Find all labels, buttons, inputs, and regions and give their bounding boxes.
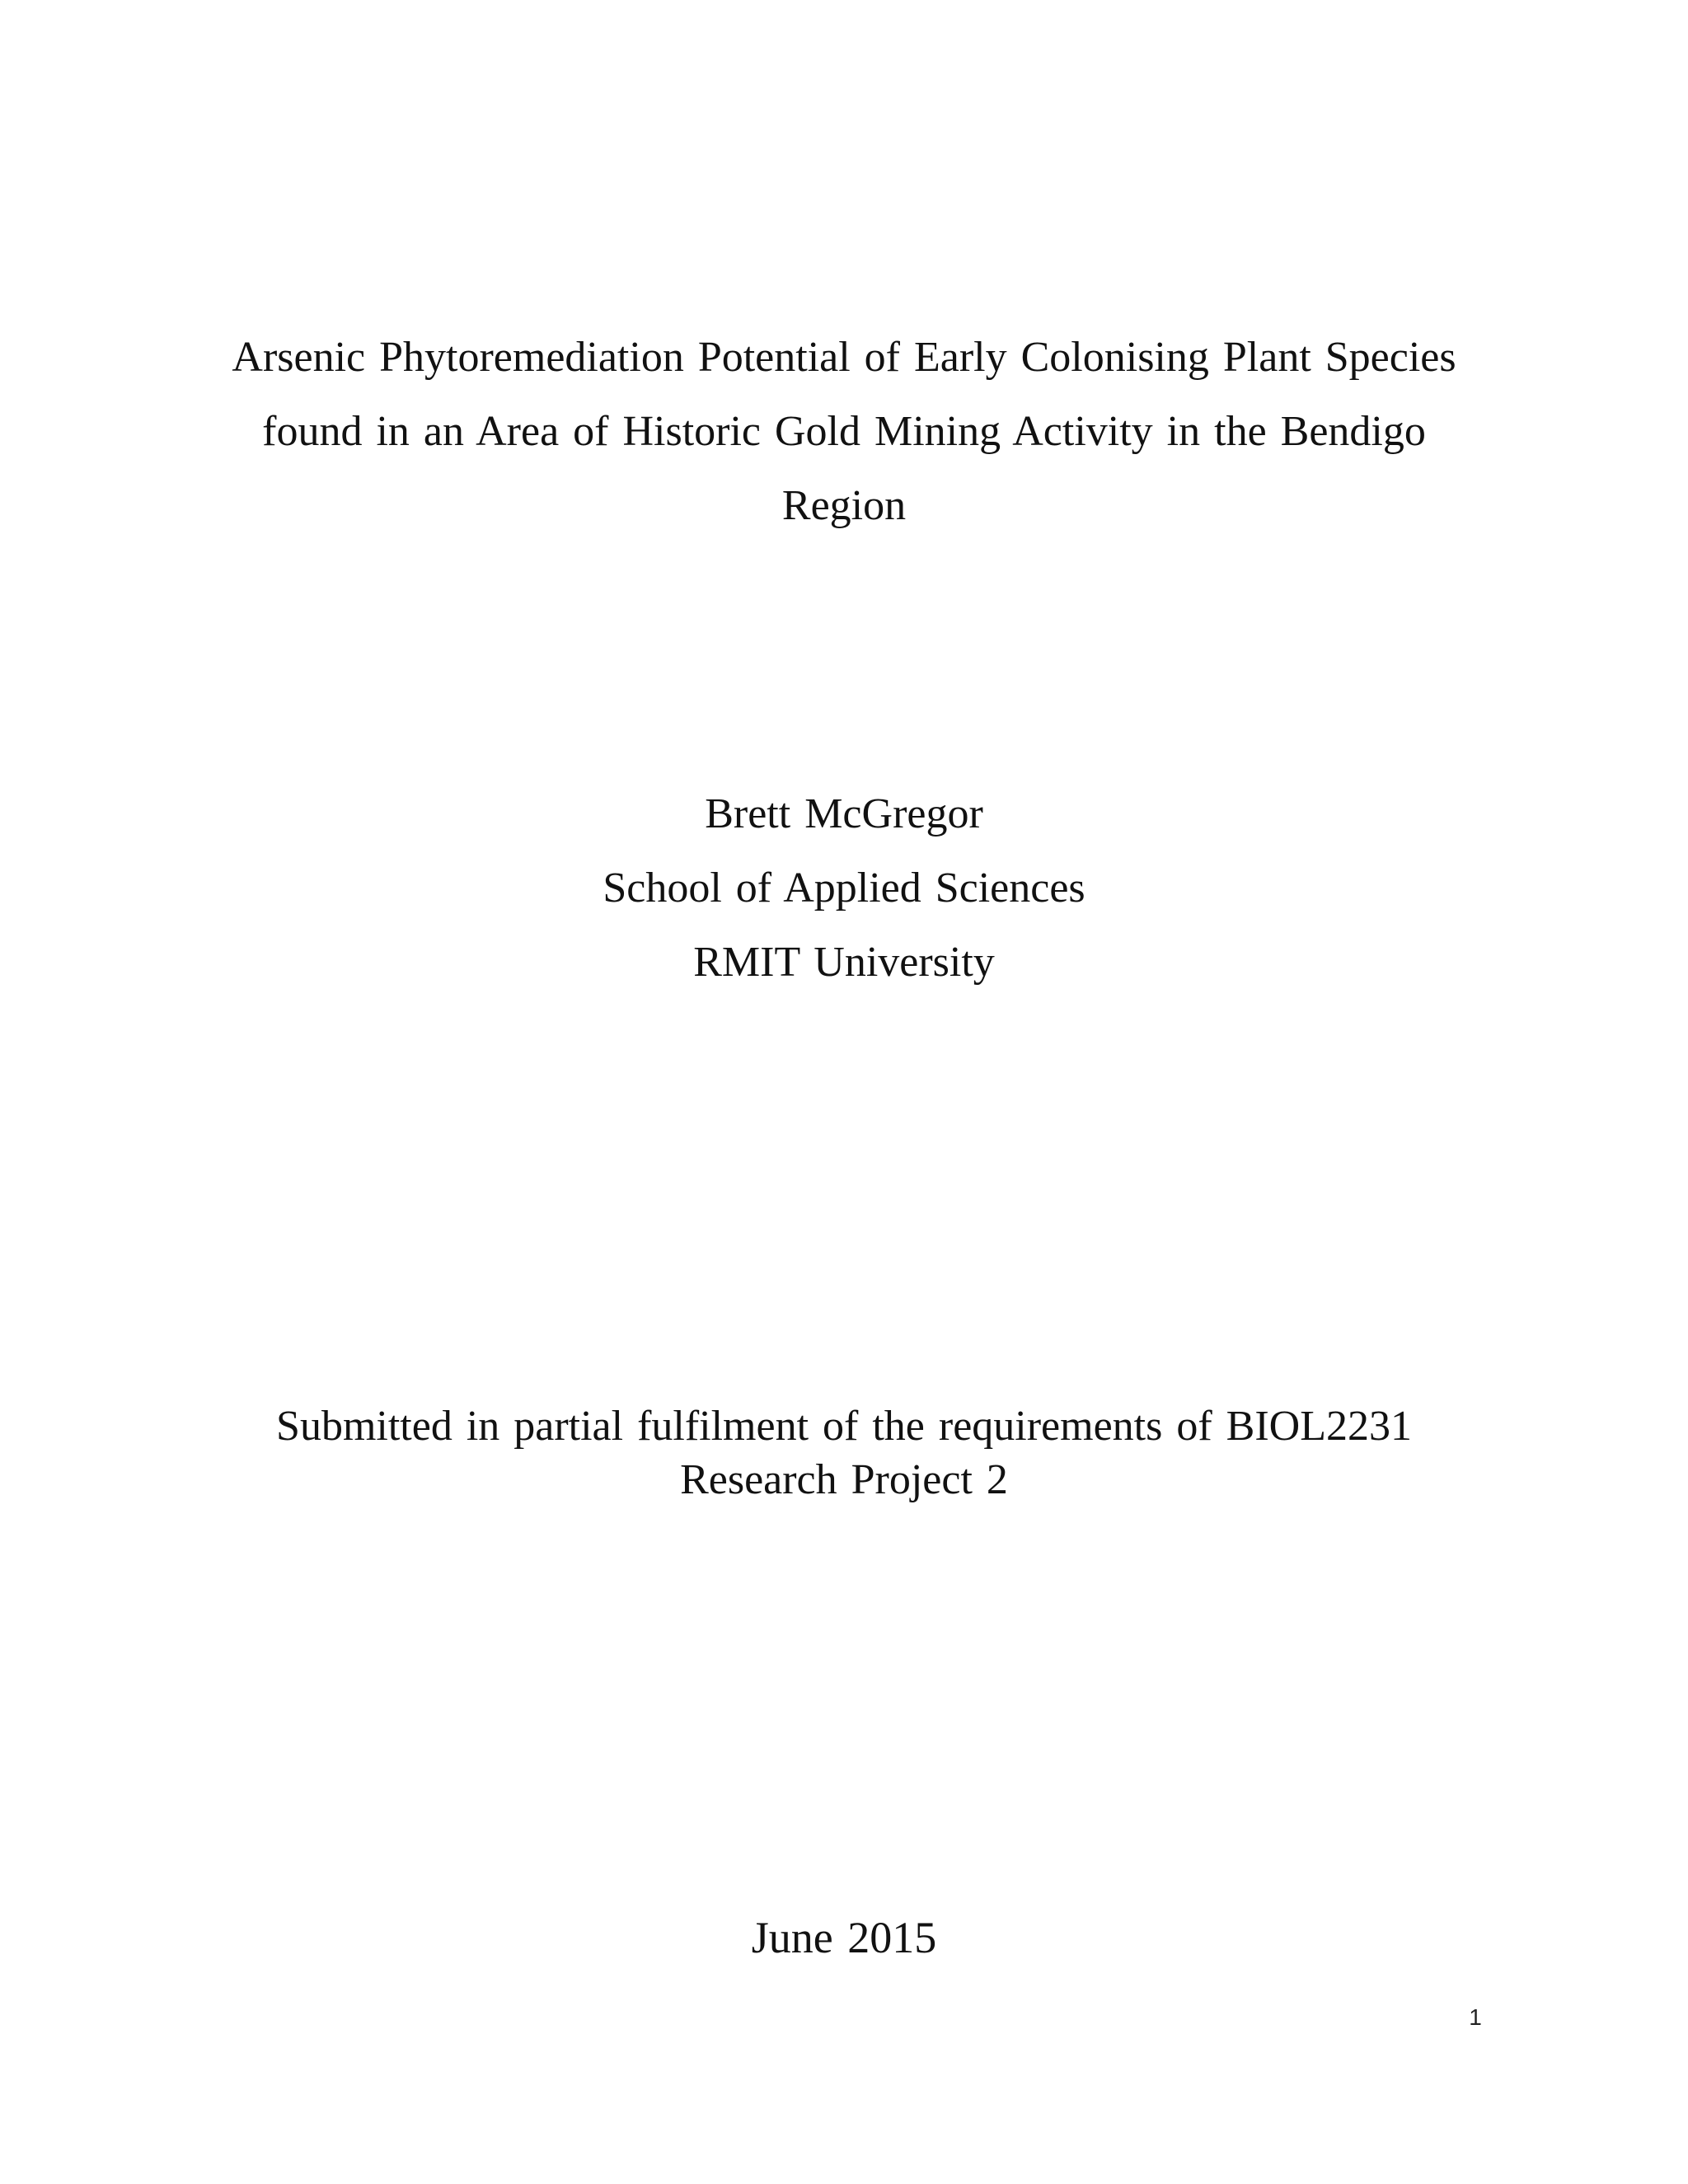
title-line-1: Arsenic Phytoremediation Potential of Early Colonising Plant Species — [232, 334, 1456, 381]
author-name: Brett McGregor — [705, 790, 983, 837]
author-school: School of Applied Sciences — [603, 865, 1085, 912]
author-university: RMIT University — [693, 939, 995, 986]
submission-statement-line-1: Submitted in partial fulfilment of the requirements of BIOL2231 — [276, 1403, 1412, 1450]
title-line-3: Region — [781, 482, 907, 529]
submission-statement-line-2: Research Project 2 — [680, 1456, 1008, 1503]
title-line-2: found in an Area of Historic Gold Mining Activity in the Bendigo — [262, 408, 1426, 455]
page-number: 1 — [1469, 2004, 1482, 2030]
submission-date: June 2015 — [751, 1913, 937, 1962]
